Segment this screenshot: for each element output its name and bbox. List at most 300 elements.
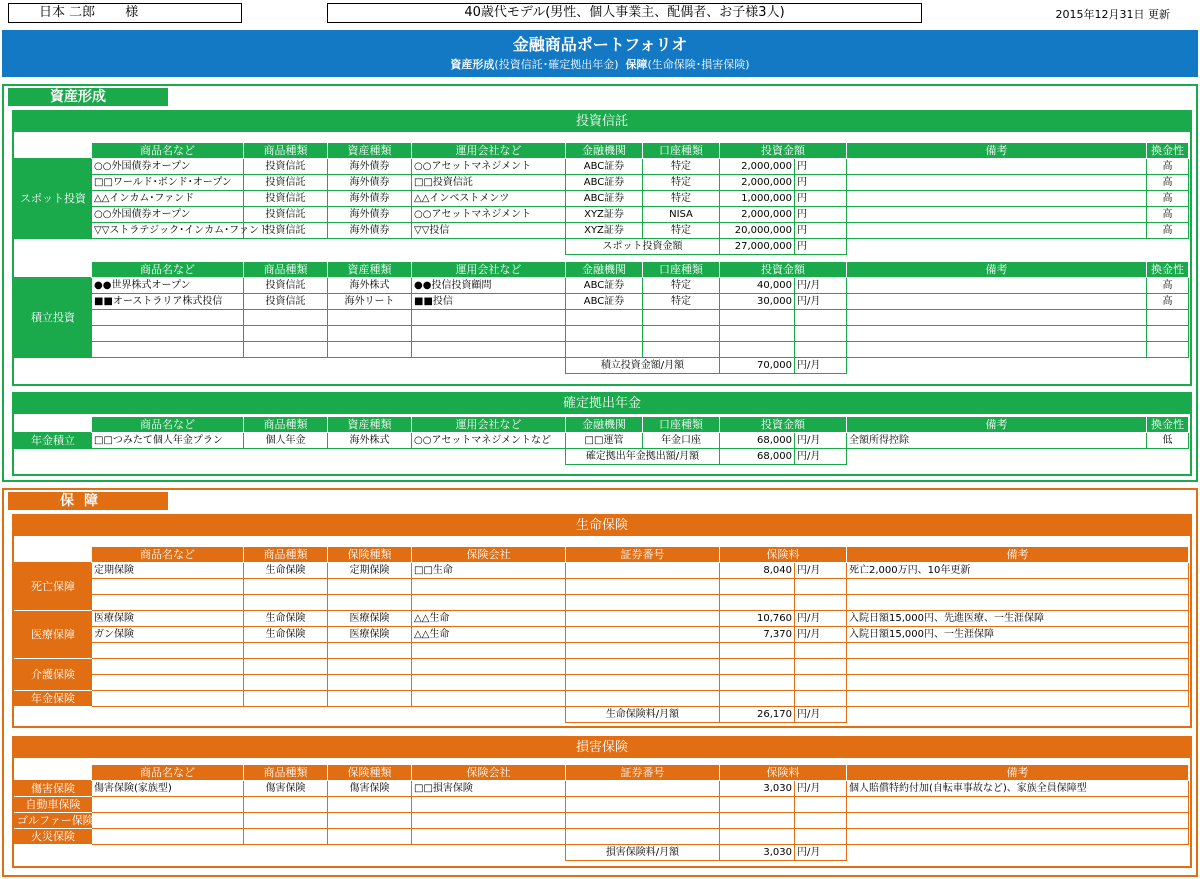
- total-spacer: [15, 845, 92, 861]
- premium-unit: [795, 829, 847, 845]
- manager: □□投資信託: [412, 175, 566, 191]
- header-row: [15, 417, 1189, 433]
- account-type: 特定: [643, 175, 720, 191]
- premium-unit: 円/月: [795, 611, 847, 627]
- protect-label: 保障: [625, 58, 648, 71]
- product-type: 傷害保険: [244, 781, 328, 797]
- investment-trust-title: 投資信託: [14, 112, 1190, 132]
- product-name: □□ワールド･ボンド･オープン: [92, 175, 244, 191]
- product-type: 投資信託: [244, 223, 328, 239]
- insurance-type: [328, 691, 412, 707]
- premium: [720, 797, 795, 813]
- institution: ABC証券: [566, 191, 643, 207]
- note: [847, 207, 1147, 223]
- updated-date: 2015年12月31日 更新: [1055, 8, 1170, 21]
- product-type: 投資信託: [244, 191, 328, 207]
- product-name: △△インカム･ファンド: [92, 191, 244, 207]
- insurer: [412, 829, 566, 845]
- product-name: [92, 675, 244, 691]
- total-spacer: [92, 358, 244, 374]
- column-header: 投資金額: [720, 417, 847, 433]
- header-row: [15, 765, 1189, 781]
- note: [847, 675, 1189, 691]
- column-header: 商品種類: [244, 262, 328, 278]
- category-label: 死亡保障: [15, 563, 92, 611]
- product-type: [244, 579, 328, 595]
- insurer: [412, 813, 566, 829]
- total-unit: 円/月: [795, 358, 847, 374]
- asset-type: [328, 310, 412, 326]
- note: [847, 278, 1147, 294]
- asset-section: [2, 84, 1198, 482]
- total-row: [15, 239, 1189, 255]
- total-unit: 円/月: [795, 707, 847, 723]
- life-insurance-title: 生命保険: [14, 516, 1190, 536]
- header-row: [15, 262, 1189, 278]
- insurance-type: 医療保険: [328, 627, 412, 643]
- column-header: 備考: [847, 262, 1147, 278]
- liquidity: 高: [1147, 175, 1189, 191]
- product-type: [244, 829, 328, 845]
- total-row: [15, 707, 1189, 723]
- manager: ●●投信投資顧問: [412, 278, 566, 294]
- premium: [720, 691, 795, 707]
- column-header: 保険会社: [412, 547, 566, 563]
- note: [847, 813, 1189, 829]
- table-row: [15, 223, 1189, 239]
- total-spacer: [1147, 449, 1189, 465]
- column-header: 金融機関: [566, 143, 643, 159]
- product-type: [244, 797, 328, 813]
- note: [847, 223, 1147, 239]
- total-spacer: [847, 449, 1147, 465]
- account-type: 特定: [643, 294, 720, 310]
- product-name: [92, 813, 244, 829]
- column-header: 備考: [847, 143, 1147, 159]
- policy-number: [566, 675, 720, 691]
- insurer: [412, 691, 566, 707]
- asset-type: 海外債券: [328, 175, 412, 191]
- note: [847, 326, 1147, 342]
- policy-number: [566, 579, 720, 595]
- total-spacer: [1147, 358, 1189, 374]
- insurer: [412, 595, 566, 611]
- product-type: 生命保険: [244, 611, 328, 627]
- category-label: 年金積立: [15, 433, 92, 449]
- asset-type: 海外債券: [328, 159, 412, 175]
- column-header: 商品種類: [244, 765, 328, 781]
- column-header: 商品名など: [92, 547, 244, 563]
- liquidity: [1147, 342, 1189, 358]
- asset-type: [328, 342, 412, 358]
- model-description: 40歳代モデル(男性、個人事業主、配偶者、お子様3人): [327, 3, 922, 23]
- product-name: [92, 310, 244, 326]
- category-label: 医療保障: [15, 611, 92, 659]
- note: 死亡2,000万円、10年更新: [847, 563, 1189, 579]
- premium-unit: 円/月: [795, 627, 847, 643]
- manager: ○○アセットマネジメントなど: [412, 433, 566, 449]
- institution: ABC証券: [566, 159, 643, 175]
- amount: 2,000,000: [720, 207, 795, 223]
- asset-type: 海外リート: [328, 294, 412, 310]
- table-row: [15, 579, 1189, 595]
- product-type: 生命保険: [244, 563, 328, 579]
- insurance-type: 定期保険: [328, 563, 412, 579]
- note: [847, 310, 1147, 326]
- header-spacer: [15, 417, 92, 433]
- life-insurance-panel: [12, 514, 1192, 728]
- header-row: [15, 547, 1189, 563]
- institution: [566, 342, 643, 358]
- column-header: 換金性: [1147, 262, 1189, 278]
- premium-unit: 円/月: [795, 781, 847, 797]
- liquidity: 高: [1147, 294, 1189, 310]
- insurer: [412, 579, 566, 595]
- liquidity: 高: [1147, 278, 1189, 294]
- total-spacer: [412, 239, 566, 255]
- note: [847, 797, 1189, 813]
- account-type: 年金口座: [643, 433, 720, 449]
- nonlife-insurance-title: 損害保険: [14, 738, 1190, 758]
- policy-number: [566, 797, 720, 813]
- amount: 2,000,000: [720, 159, 795, 175]
- page-subtitle: [2, 58, 1198, 72]
- insurer: △△生命: [412, 611, 566, 627]
- total-spacer: [412, 845, 566, 861]
- product-name: [92, 342, 244, 358]
- policy-number: [566, 813, 720, 829]
- insurer: □□生命: [412, 563, 566, 579]
- product-name: [92, 643, 244, 659]
- amount: [720, 326, 795, 342]
- table-row: [15, 797, 1189, 813]
- premium-unit: 円/月: [795, 563, 847, 579]
- policy-number: [566, 563, 720, 579]
- total-row: [15, 845, 1189, 861]
- amount-unit: [795, 310, 847, 326]
- dc-pension-table: [14, 416, 1189, 465]
- premium-unit: [795, 691, 847, 707]
- institution: ABC証券: [566, 175, 643, 191]
- premium: [720, 829, 795, 845]
- amount-unit: [795, 342, 847, 358]
- amount: [720, 310, 795, 326]
- asset-type: 海外株式: [328, 433, 412, 449]
- manager: △△インベストメンツ: [412, 191, 566, 207]
- product-type: [244, 326, 328, 342]
- insurance-type: [328, 797, 412, 813]
- insurer: □□損害保険: [412, 781, 566, 797]
- institution: XYZ証券: [566, 223, 643, 239]
- column-header: 保険料: [720, 765, 847, 781]
- total-spacer: [15, 707, 92, 723]
- column-header: 商品種類: [244, 547, 328, 563]
- asset-type: 海外債券: [328, 207, 412, 223]
- insurer: [412, 797, 566, 813]
- amount: 68,000: [720, 433, 795, 449]
- account-type: 特定: [643, 223, 720, 239]
- column-header: 保険会社: [412, 765, 566, 781]
- policy-number: [566, 611, 720, 627]
- column-header: 備考: [847, 417, 1147, 433]
- note: [847, 691, 1189, 707]
- manager: [412, 326, 566, 342]
- nonlife-insurance-panel: [12, 736, 1192, 868]
- insurance-type: [328, 675, 412, 691]
- total-spacer: [15, 449, 92, 465]
- insurance-type: [328, 813, 412, 829]
- liquidity: 高: [1147, 191, 1189, 207]
- insurer: △△生命: [412, 627, 566, 643]
- premium: 10,760: [720, 611, 795, 627]
- table-row: [15, 191, 1189, 207]
- total-spacer: [244, 845, 328, 861]
- category-label: 介護保険: [15, 659, 92, 691]
- product-name: [92, 691, 244, 707]
- total-spacer: [328, 845, 412, 861]
- total-spacer: [412, 449, 566, 465]
- table-row: [15, 294, 1189, 310]
- product-type: 生命保険: [244, 627, 328, 643]
- column-header: 保険料: [720, 547, 847, 563]
- column-header: 商品名など: [92, 417, 244, 433]
- column-header: 金融機関: [566, 262, 643, 278]
- total-spacer: [847, 845, 1189, 861]
- total-value: 26,170: [720, 707, 795, 723]
- column-header: 資産種類: [328, 417, 412, 433]
- table-row: [15, 326, 1189, 342]
- premium-unit: [795, 579, 847, 595]
- page-title: 金融商品ポートフォリオ: [512, 35, 688, 54]
- amount-unit: [795, 326, 847, 342]
- total-spacer: [92, 449, 244, 465]
- account-type: 特定: [643, 191, 720, 207]
- amount-unit: 円/月: [795, 278, 847, 294]
- insurer: [412, 643, 566, 659]
- product-name: [92, 797, 244, 813]
- total-spacer: [15, 358, 92, 374]
- manager: ○○アセットマネジメント: [412, 207, 566, 223]
- total-spacer: [328, 358, 412, 374]
- column-header: 商品名など: [92, 765, 244, 781]
- header-spacer: [15, 143, 92, 159]
- product-name: ○○外国債券オープン: [92, 159, 244, 175]
- category-label: ゴルファー保険: [15, 813, 92, 829]
- column-header: 運用会社など: [412, 262, 566, 278]
- header-spacer: [15, 262, 92, 278]
- total-spacer: [15, 239, 92, 255]
- note: 全額所得控除: [847, 433, 1147, 449]
- note: 入院日額15,000円、先進医療、一生涯保障: [847, 611, 1189, 627]
- total-spacer: [92, 845, 244, 861]
- insurance-type: [328, 579, 412, 595]
- table-row: [15, 310, 1189, 326]
- amount-unit: 円: [795, 159, 847, 175]
- product-name: ▽▽ストラテジック･インカム･ファンド: [92, 223, 244, 239]
- page-banner: [2, 30, 1198, 77]
- insurer: [412, 675, 566, 691]
- column-header: 保険種類: [328, 547, 412, 563]
- column-header: 商品名など: [92, 262, 244, 278]
- total-row: [15, 358, 1189, 374]
- table-row: [15, 659, 1189, 675]
- column-header: 口座種類: [643, 143, 720, 159]
- insurance-type: [328, 659, 412, 675]
- table-row: [15, 342, 1189, 358]
- product-type: [244, 595, 328, 611]
- amount: 30,000: [720, 294, 795, 310]
- total-spacer: [847, 358, 1147, 374]
- column-header: 証券番号: [566, 765, 720, 781]
- product-type: 投資信託: [244, 159, 328, 175]
- institution: ABC証券: [566, 294, 643, 310]
- total-label: スポット投資金額: [566, 239, 720, 255]
- column-header: 運用会社など: [412, 143, 566, 159]
- total-spacer: [847, 239, 1147, 255]
- total-spacer: [847, 707, 1189, 723]
- manager: ▽▽投信: [412, 223, 566, 239]
- product-type: [244, 643, 328, 659]
- product-name: [92, 579, 244, 595]
- note: [847, 191, 1147, 207]
- table-row: [15, 781, 1189, 797]
- product-name: 医療保険: [92, 611, 244, 627]
- amount: 1,000,000: [720, 191, 795, 207]
- premium: [720, 659, 795, 675]
- table-row: [15, 433, 1189, 449]
- premium: [720, 579, 795, 595]
- institution: ABC証券: [566, 278, 643, 294]
- product-type: [244, 342, 328, 358]
- total-spacer: [328, 707, 412, 723]
- liquidity: 低: [1147, 433, 1189, 449]
- insurance-type: 傷害保険: [328, 781, 412, 797]
- insurance-type: [328, 643, 412, 659]
- liquidity: [1147, 310, 1189, 326]
- product-name: ○○外国債券オープン: [92, 207, 244, 223]
- amount-unit: 円: [795, 207, 847, 223]
- institution: XYZ証券: [566, 207, 643, 223]
- note: 入院日額15,000円、一生涯保障: [847, 627, 1189, 643]
- amount-unit: 円: [795, 223, 847, 239]
- total-value: 70,000: [720, 358, 795, 374]
- product-type: 投資信託: [244, 278, 328, 294]
- nonlife-insurance-table: [14, 764, 1189, 861]
- total-unit: 円: [795, 239, 847, 255]
- liquidity: 高: [1147, 207, 1189, 223]
- column-header: 投資金額: [720, 143, 847, 159]
- header-spacer: [15, 547, 92, 563]
- policy-number: [566, 781, 720, 797]
- account-type: [643, 310, 720, 326]
- asset-label: 資産形成: [450, 58, 495, 71]
- product-type: [244, 691, 328, 707]
- protect-detail: (生命保険･損害保険): [647, 58, 750, 71]
- policy-number: [566, 643, 720, 659]
- table-row: [15, 207, 1189, 223]
- product-type: [244, 310, 328, 326]
- amount-unit: 円: [795, 191, 847, 207]
- total-spacer: [244, 239, 328, 255]
- total-spacer: [412, 358, 566, 374]
- asset-type: [328, 326, 412, 342]
- category-label: 傷害保険: [15, 781, 92, 797]
- premium: 7,370: [720, 627, 795, 643]
- total-spacer: [1147, 239, 1189, 255]
- life-insurance-table: [14, 546, 1189, 723]
- note: [847, 595, 1189, 611]
- asset-detail: (投資信託･確定拠出年金): [494, 58, 619, 71]
- asset-section-tab: 資産形成: [8, 88, 168, 106]
- asset-type: 海外株式: [328, 278, 412, 294]
- category-label: 火災保険: [15, 829, 92, 845]
- total-label: 積立投資金額/月額: [566, 358, 720, 374]
- category-label: 自動車保険: [15, 797, 92, 813]
- account-type: 特定: [643, 159, 720, 175]
- policy-number: [566, 829, 720, 845]
- column-header: 換金性: [1147, 143, 1189, 159]
- policy-number: [566, 627, 720, 643]
- premium: [720, 675, 795, 691]
- product-type: 個人年金: [244, 433, 328, 449]
- note: [847, 579, 1189, 595]
- total-spacer: [244, 707, 328, 723]
- asset-type: 海外債券: [328, 191, 412, 207]
- liquidity: [1147, 326, 1189, 342]
- product-name: ●●世界株式オープン: [92, 278, 244, 294]
- amount: [720, 342, 795, 358]
- spot-investment-table: [14, 142, 1189, 255]
- amount-unit: 円/月: [795, 433, 847, 449]
- total-value: 27,000,000: [720, 239, 795, 255]
- total-unit: 円/月: [795, 845, 847, 861]
- product-name: ■■オーストラリア株式投信: [92, 294, 244, 310]
- column-header: 備考: [847, 765, 1189, 781]
- total-spacer: [328, 239, 412, 255]
- column-header: 保険種類: [328, 765, 412, 781]
- liquidity: 高: [1147, 223, 1189, 239]
- account-type: NISA: [643, 207, 720, 223]
- premium: 3,030: [720, 781, 795, 797]
- total-spacer: [328, 449, 412, 465]
- product-name: 定期保険: [92, 563, 244, 579]
- table-row: [15, 611, 1189, 627]
- table-row: [15, 159, 1189, 175]
- column-header: 商品種類: [244, 143, 328, 159]
- insurance-type: [328, 595, 412, 611]
- insurer: [412, 659, 566, 675]
- amount: 20,000,000: [720, 223, 795, 239]
- column-header: 口座種類: [643, 417, 720, 433]
- table-row: [15, 829, 1189, 845]
- policy-number: [566, 659, 720, 675]
- premium-unit: [795, 813, 847, 829]
- table-row: [15, 813, 1189, 829]
- premium-unit: [795, 643, 847, 659]
- note: [847, 175, 1147, 191]
- note: [847, 294, 1147, 310]
- total-label: 損害保険料/月額: [566, 845, 720, 861]
- column-header: 資産種類: [328, 262, 412, 278]
- institution: □□運管: [566, 433, 643, 449]
- column-header: 金融機関: [566, 417, 643, 433]
- protection-section: [2, 488, 1198, 877]
- column-header: 証券番号: [566, 547, 720, 563]
- table-row: [15, 595, 1189, 611]
- table-row: [15, 643, 1189, 659]
- note: 個人賠償特約付加(自転車事故など)、家族全員保障型: [847, 781, 1189, 797]
- policy-number: [566, 595, 720, 611]
